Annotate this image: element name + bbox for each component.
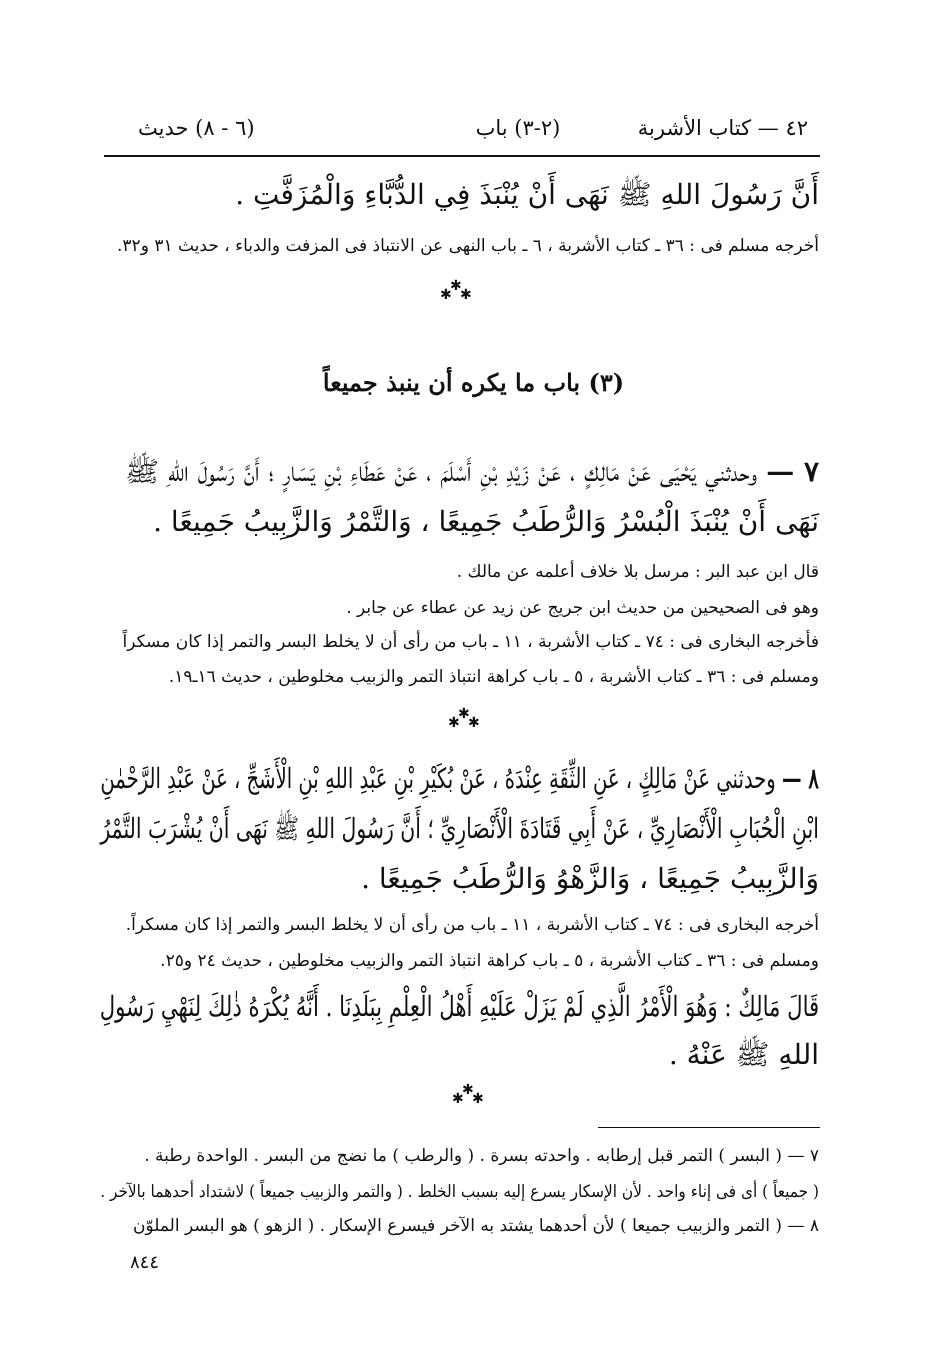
hadith-7-note-3: فأخرجه البخارى فى : ٧٤ ـ كتاب الأشربة ، ١١ ـ باب من رأى أن لا يخلط البسر والتمر إذا كان مسكراً [122, 632, 819, 652]
hadith-8-isnad: وحدثني عَنْ مَالِكٍ ، عَنِ الثِّقَةِ عِنْدَهُ ، عَنْ بُكَيْرِ بْنِ عَبْدِ اللهِ بْنِ الْأَشَجِّ ، عَنْ عَبْدِ الرَّحْمٰنِ [100, 762, 776, 795]
hadith-7-line-2: نَهَى أَنْ يُنْبَذَ الْبُسْرُ وَالرُّطَبُ جَمِيعًا ، وَالتَّمْرُ وَالزَّبِيبُ جَمِيعًا . [153, 505, 819, 538]
malik-comment-line-2: اللهِ ﷺ عَنْهُ . [668, 1038, 819, 1071]
hadith-8-line-2: ابْنِ الْحُبَابِ الْأَنْصَارِيِّ ، عَنْ أَبِي قَتَادَةَ الْأَنْصَارِيِّ ؛ أَنَّ رَسُولَ اللهِ ﷺ نَهَى أَنْ يُشْرَبَ التَّمْرُ [100, 812, 819, 845]
malik-comment-line-1: قَالَ مَالِكٌ : وَهُوَ الْأَمْرُ الَّذِي لَمْ يَزَلْ عَلَيْهِ أَهْلُ الْعِلْمِ بِبَلَدِنَا . أَنَّهُ يُكْرَهُ ذٰلِكَ لِنَهْيِ رَسُولِ [99, 990, 819, 1023]
footnote-line-3: ٨ — ( التمر والزبيب جميعا ) لأن أحدهما يشتد به الآخر فيسرع الإسكار . ( الزهو ) هو البسر الملوّن [132, 1216, 819, 1236]
hadith-8-line-1 [101, 762, 819, 795]
hadith-7-note-1: قال ابن عبد البر : مرسل بلا خلاف أعلمه عن مالك . [456, 562, 819, 582]
header-bab: (٢-٣) باب [475, 116, 561, 140]
hadith-7-isnad: وحدثني يَحْيَى عَنْ مَالِكٍ ، عَنْ زَيْدِ بْنِ أَسْلَمَ ، عَنْ عَطَاءِ بْنِ يَسَارٍ ؛ أَنَّ رَسُولَ اللهِ ﷺ [125, 455, 758, 488]
header-chapter: ٤٢ — كتاب الأشربة [637, 116, 808, 140]
hadith-8-note-2: ومسلم فى : ٣٦ ـ كتاب الأشربة ، ٥ ـ باب كراهة انتباذ التمر والزبيب مخلوطين ، حديث ٢٤ و٢٥. [160, 951, 819, 971]
prev-hadith-takhrij: أخرجه مسلم فى : ٣٦ ـ كتاب الأشربة ، ٦ ـ باب النهى عن الانتباذ فى المزفت والدباء ، حديث ٣١ و٣٢. [117, 236, 819, 256]
footnote-line-1: ٧ — ( البسر ) التمر قبل إرطابه . واحدته بسرة . ( والرطب ) ما نضج من البسر . الواحدة رطبة . [144, 1146, 819, 1166]
hadith-8-number: ٨ — [782, 762, 819, 795]
header-hadith-range: (٦ - ٨) حديث [138, 116, 255, 140]
hadith-7-note-4: ومسلم فى : ٣٦ ـ كتاب الأشربة ، ٥ ـ باب كراهة انتباذ التمر والزبيب مخلوطين ، حديث ١٦ـ١٩. [168, 667, 819, 687]
hadith-7-line-1 [125, 455, 819, 495]
section-separator: ✱ ✱ ✱ [440, 278, 472, 303]
hadith-7-note-2: وهو فى الصحيحين من حديث ابن جريج عن زيد عن عطاء عن جابر . [346, 598, 819, 618]
footnote-line-2: ( جميعاً ) أى فى إناء واحد . لأن الإسكار يسرع إليه بسبب الخلط . ( والتمر والزبيب جميعاً ) لاشتداد أحدهما بالآخر . [100, 1182, 819, 1202]
header-rule [104, 155, 820, 157]
bab-title: (٣) باب ما يكره أن ينبذ جميعاً [322, 368, 625, 397]
footnote-rule [598, 1127, 820, 1128]
running-header [128, 112, 808, 152]
section-separator: ✱ ✱ ✱ [452, 1082, 484, 1107]
hadith-8-note-1: أخرجه البخارى فى : ٧٤ ـ كتاب الأشربة ، ١١ ـ باب من رأى أن لا يخلط البسر والتمر إذا كان مسكراً. [125, 915, 819, 935]
hadith-7-number: ٧ — [766, 455, 819, 488]
page-number: ٨٤٤ [130, 1252, 160, 1273]
section-separator: ✱ ✱ ✱ [448, 706, 480, 731]
hadith-8-line-3: وَالزَّبِيبُ جَمِيعًا ، وَالزَّهْوُ وَالرُّطَبُ جَمِيعًا . [361, 862, 819, 895]
prev-hadith-matn: أَنَّ رَسُولَ اللهِ ﷺ نَهَى أَنْ يُنْبَذَ فِي الدُّبَّاءِ وَالْمُزَفَّتِ . [235, 178, 819, 211]
